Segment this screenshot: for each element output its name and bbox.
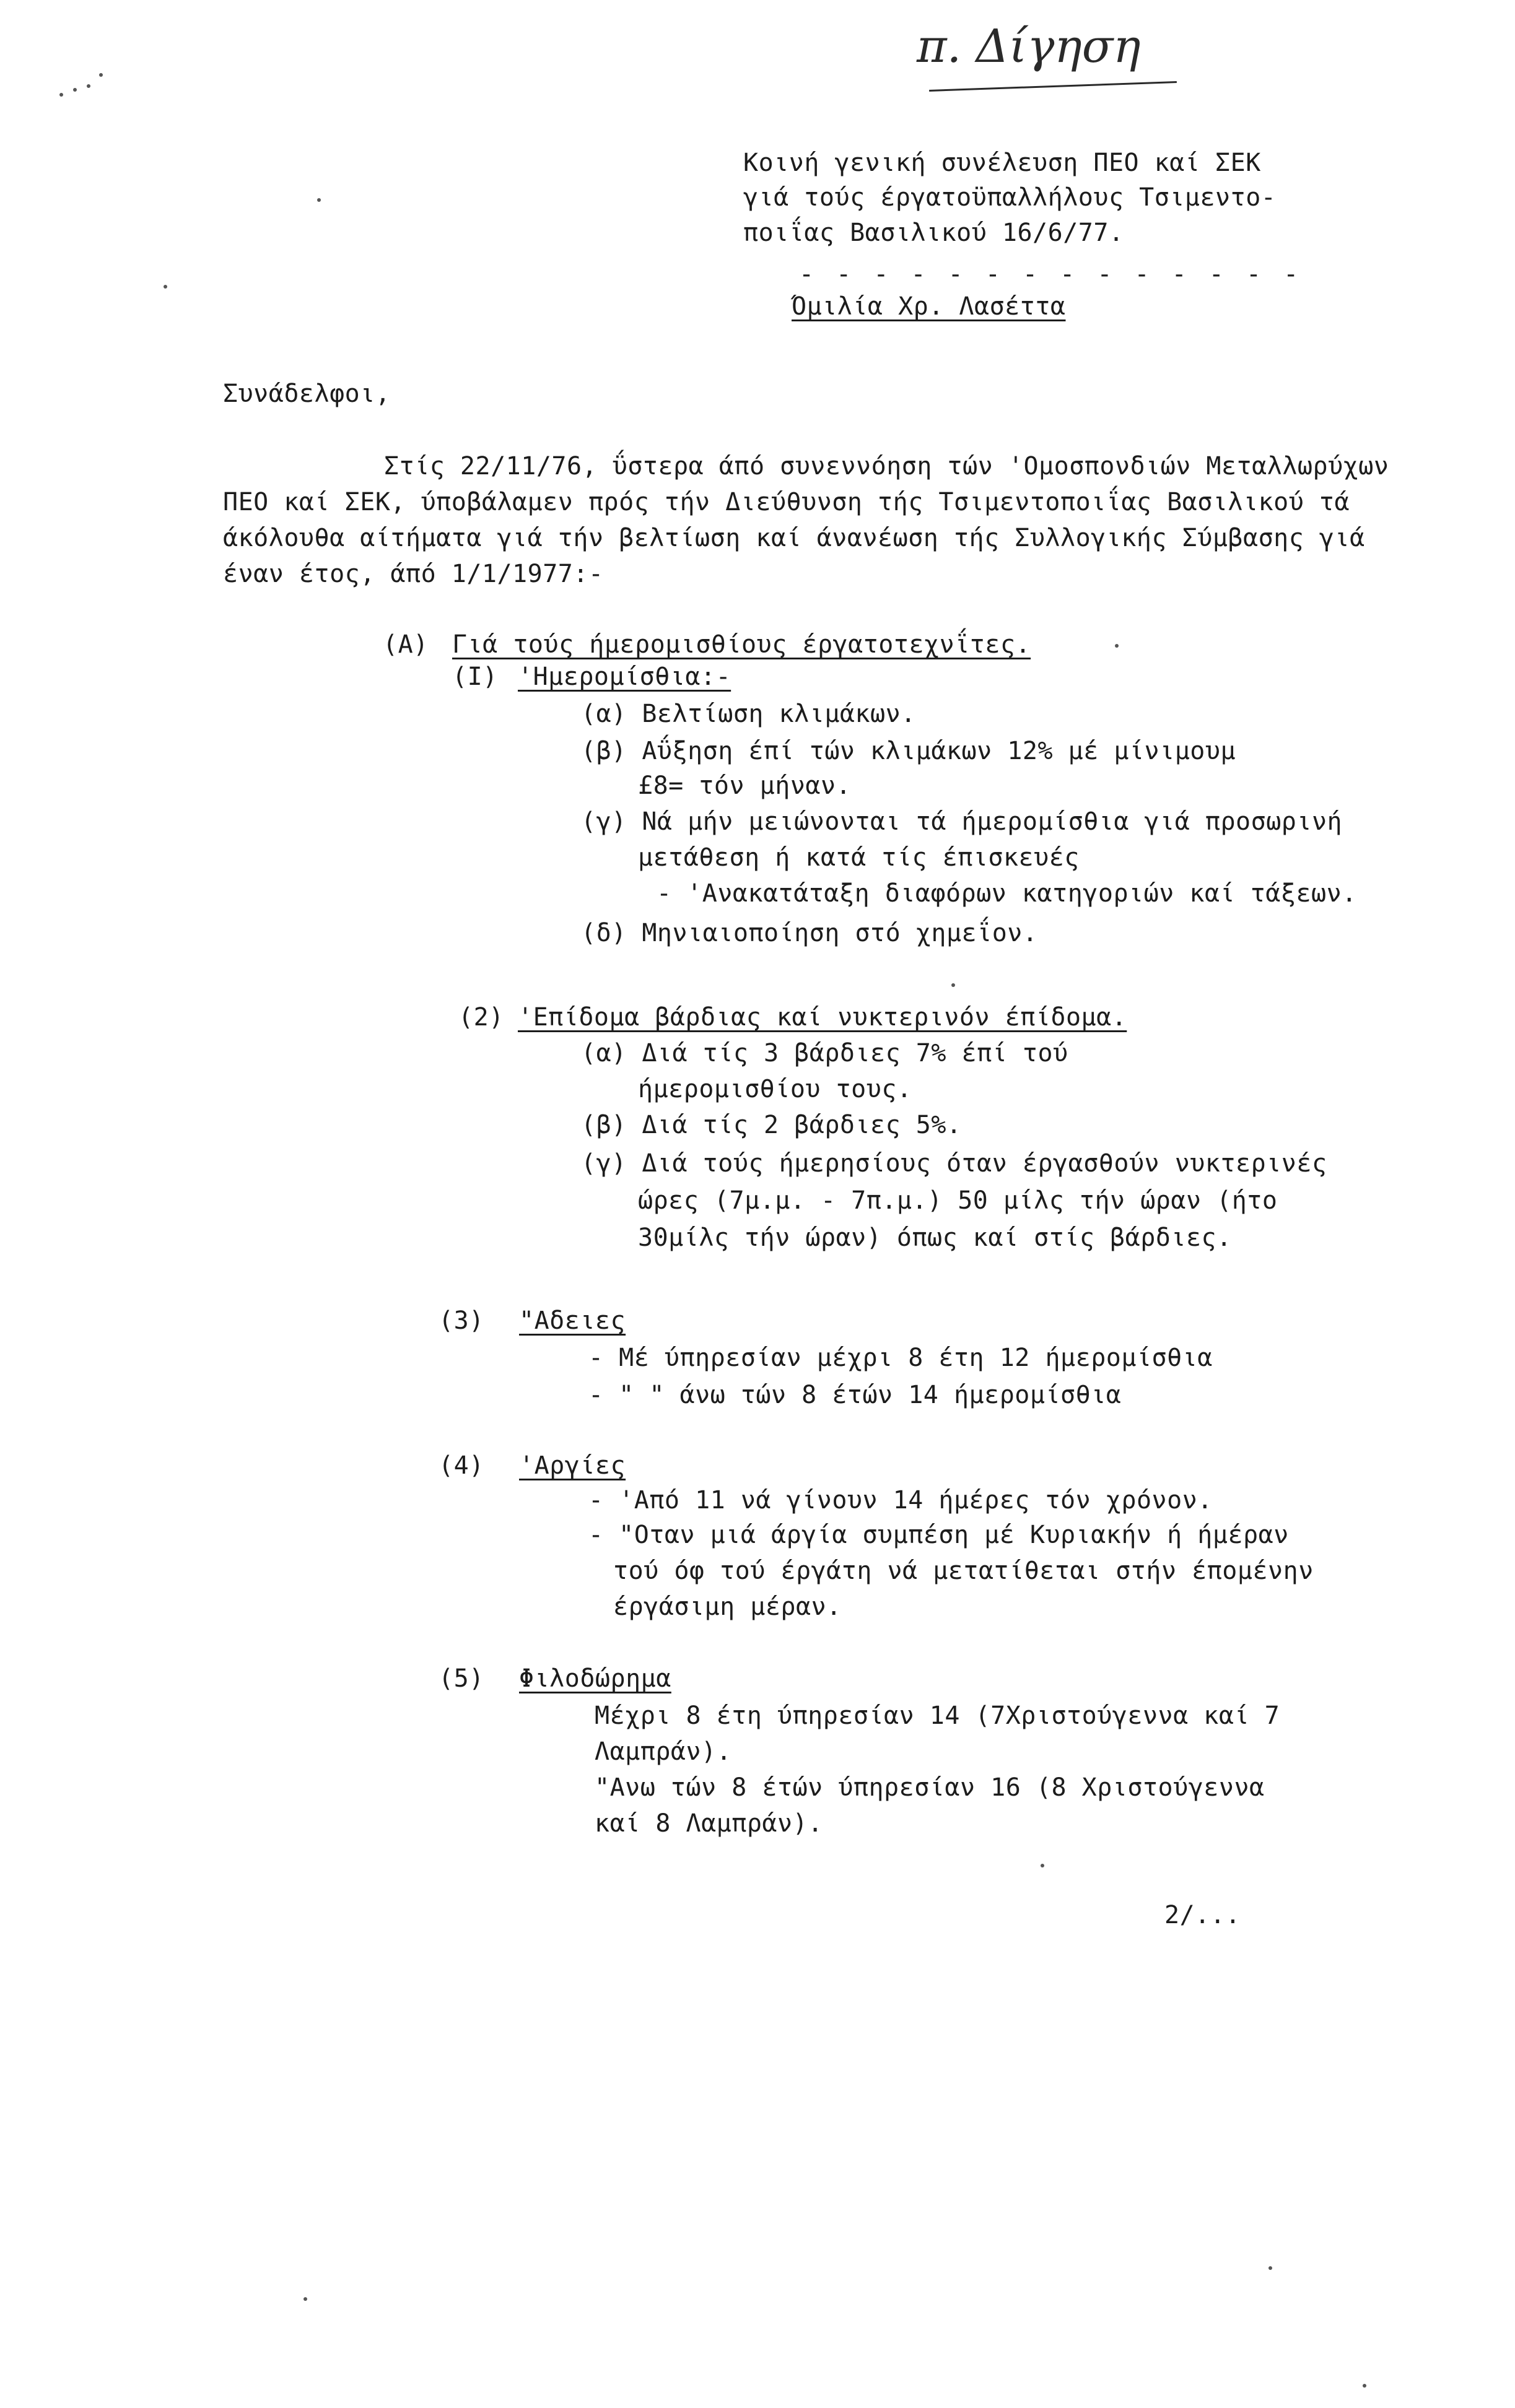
speech-title: Όμιλία Χρ. Λασέττα bbox=[792, 292, 1066, 321]
section-1-line-a: (α) Βελτίωση κλιμάκων. bbox=[581, 700, 916, 728]
section-4-line-3: τού όφ τού έργάτη νά μετατίθεται στήν έπομένην bbox=[613, 1557, 1314, 1585]
scan-speck bbox=[87, 84, 90, 88]
section-1-label: (I) bbox=[452, 663, 498, 691]
handwritten-annotation: π. Δίγηση bbox=[917, 20, 1141, 73]
section-1-line-c: (γ) Νά μήν μειώνονται τά ήμερομίσθια γιά προσωρινή bbox=[581, 807, 1343, 836]
section-4-title: 'Αργίες bbox=[519, 1451, 626, 1480]
header-dash-rule: - - - - - - - - - - - - - - bbox=[799, 260, 1303, 289]
header-line-3: ποιΐας Βασιλικού 16/6/77. bbox=[743, 219, 1124, 247]
section-a-title: Γιά τούς ήμερομισθίους έργατοτεχνΐτες. bbox=[452, 630, 1031, 659]
header-line-2: γιά τούς έργατοϋπαλλήλους Τσιμεντο- bbox=[743, 183, 1277, 212]
section-2-line-b: (β) Διά τίς 2 βάρδιες 5%. bbox=[581, 1111, 962, 1139]
section-3-label: (3) bbox=[439, 1306, 484, 1335]
scan-speck bbox=[1268, 2266, 1272, 2270]
scan-speck bbox=[1041, 1864, 1044, 1867]
section-5-title: Φιλοδώρημα bbox=[519, 1664, 671, 1693]
salutation: Συνάδελφοι, bbox=[223, 380, 391, 408]
scan-speck bbox=[73, 88, 77, 92]
scan-speck bbox=[1363, 2384, 1366, 2388]
scan-speck bbox=[317, 198, 321, 202]
section-4-label: (4) bbox=[439, 1451, 484, 1480]
section-a-label: (A) bbox=[383, 630, 429, 659]
intro-line-2: ΠΕΟ καί ΣΕΚ, ύποβάλαμεν πρός τήν Διεύθυνση τής Τσιμεντοποιΐας Βασιλικού τά bbox=[223, 488, 1350, 516]
intro-line-3: άκόλουθα αίτήματα γιά τήν βελτίωση καί άνανέωση τής Συλλογικής Σύμβασης γιά bbox=[223, 524, 1365, 552]
section-5-line-4: καί 8 Λαμπράν). bbox=[595, 1809, 823, 1838]
section-5-line-2: Λαμπράν). bbox=[595, 1737, 732, 1766]
section-2-line-c2: ώρες (7μ.μ. - 7π.μ.) 50 μίλς τήν ώραν (ήτο bbox=[638, 1186, 1278, 1215]
section-2-line-c: (γ) Διά τούς ήμερησίους όταν έργασθούν νυκτερινές bbox=[581, 1149, 1327, 1178]
section-1-line-c3: - 'Ανακατάταξη διαφόρων κατηγοριών καί τάξεων. bbox=[657, 879, 1357, 908]
section-2-label: (2) bbox=[458, 1003, 504, 1032]
section-3-title: "Αδειες bbox=[519, 1306, 626, 1335]
section-2-line-a: (α) Διά τίς 3 βάρδιες 7% έπί τού bbox=[581, 1039, 1068, 1067]
section-1-line-b2: £8= τόν μήναν. bbox=[638, 772, 852, 800]
scan-speck bbox=[303, 2297, 307, 2301]
section-4-line-4: έργάσιμη μέραν. bbox=[613, 1593, 842, 1621]
page-number: 2/... bbox=[1164, 1901, 1241, 1929]
section-2-title: 'Επίδομα βάρδιας καί νυκτερινόν έπίδομα. bbox=[518, 1003, 1127, 1032]
scan-speck bbox=[951, 983, 955, 987]
section-2-line-a2: ήμερομισθίου τους. bbox=[638, 1075, 912, 1103]
scan-speck bbox=[99, 73, 103, 77]
section-5-line-3: "Ανω τών 8 έτών ύπηρεσίαν 16 (8 Χριστούγεννα bbox=[595, 1773, 1265, 1802]
section-3-line-2: - " " άνω τών 8 έτών 14 ήμερομίσθια bbox=[588, 1381, 1122, 1409]
section-5-line-1: Μέχρι 8 έτη ύπηρεσίαν 14 (7Χριστούγεννα καί 7 bbox=[595, 1702, 1280, 1730]
section-3-line-1: - Μέ ύπηρεσίαν μέχρι 8 έτη 12 ήμερομίσθια bbox=[588, 1344, 1213, 1372]
intro-line-1: Στίς 22/11/76, ΰστερα άπό συνεννόηση τών 'Ομοσπονδιών Μεταλλωρύχων bbox=[384, 452, 1389, 480]
section-1-line-b: (β) Αΰξηση έπί τών κλιμάκων 12% μέ μίνιμουμ bbox=[581, 737, 1236, 765]
scan-speck bbox=[164, 285, 167, 289]
scan-speck bbox=[1115, 644, 1119, 648]
section-1-line-d: (δ) Μηνιαιοποίηση στό χημεΐον. bbox=[581, 919, 1038, 947]
section-4-line-1: - 'Από 11 νά γίνουν 14 ήμέρες τόν χρόνον. bbox=[588, 1486, 1213, 1515]
section-5-label: (5) bbox=[439, 1664, 484, 1693]
intro-line-4: έναν έτος, άπό 1/1/1977:- bbox=[223, 560, 604, 588]
scan-speck bbox=[59, 93, 63, 97]
section-4-line-2: - "Οταν μιά άργία συμπέση μέ Κυριακήν ή ήμέραν bbox=[588, 1521, 1289, 1549]
handwritten-underline bbox=[929, 81, 1177, 92]
section-1-line-c2: μετάθεση ή κατά τίς έπισκευές bbox=[638, 843, 1080, 872]
header-line-1: Κοινή γενική συνέλευση ΠΕΟ καί ΣΕΚ bbox=[743, 149, 1261, 177]
section-1-title: 'Ημερομίσθια:- bbox=[518, 663, 731, 691]
section-2-line-c3: 30μίλς τήν ώραν) όπως καί στίς βάρδιες. bbox=[638, 1224, 1232, 1252]
